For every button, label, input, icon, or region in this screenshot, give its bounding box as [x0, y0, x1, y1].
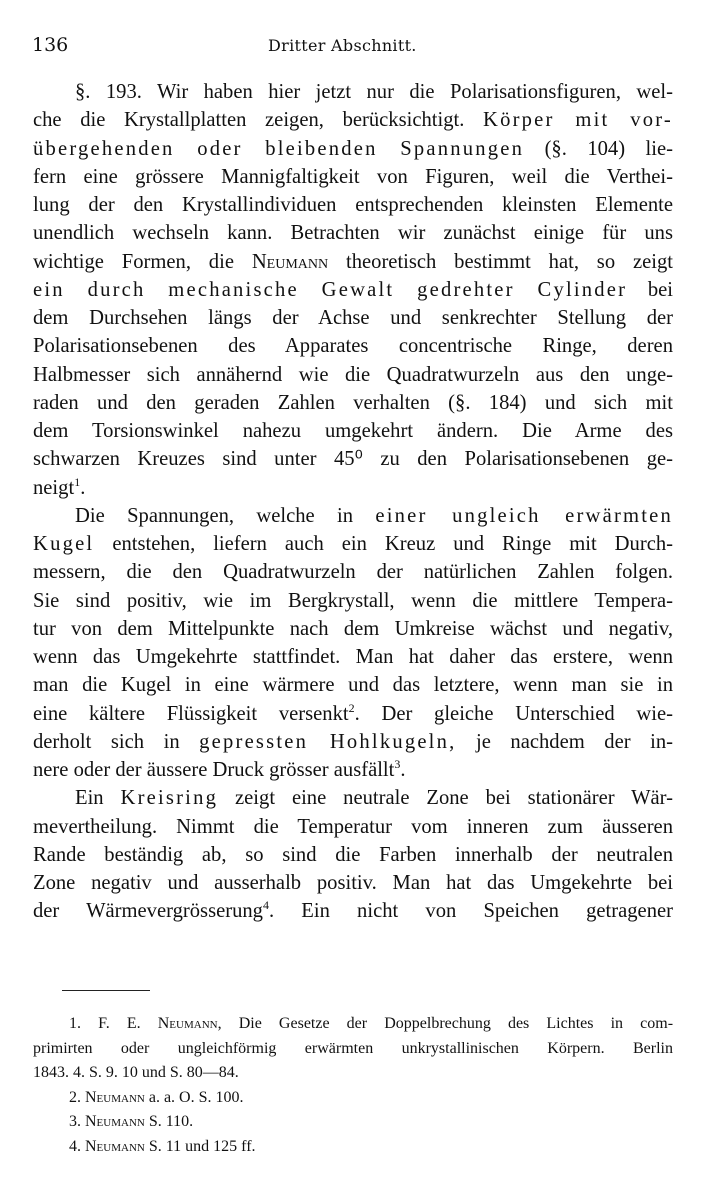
- text-line: unendlich wechseln kann. Betrachten wir zunächst einige für uns: [33, 222, 673, 245]
- spaced-emphasis: einer ungleich erwärmten: [375, 504, 673, 527]
- text-line: Zone negativ und ausserhalb positiv. Man hat das Umgekehrte bei: [33, 872, 673, 894]
- text-line: ein durch mechanische Gewalt gedrehter Cylinder bei: [33, 278, 673, 301]
- footnote-ref: 4: [262, 898, 269, 913]
- author-name: Neumann: [85, 1137, 145, 1155]
- spaced-emphasis: Körper mit vor-: [483, 109, 673, 132]
- text-line: Sie sind positiv, wie im Bergkrystall, wenn die mittlere Tempera-: [33, 589, 673, 612]
- text-line: raden und den geraden Zahlen verhalten (§. 184) und sich mit: [33, 391, 673, 414]
- text-line: derholt sich in gepressten Hohlkugeln, je nachdem der in-: [33, 730, 673, 753]
- text-line: Die Spannungen, welche in einer ungleich erwärmten: [75, 504, 673, 527]
- text-line: fern eine grössere Mannigfaltigkeit von Figuren, weil die Verthei-: [33, 165, 673, 188]
- text-line: Ein Kreisring zeigt eine neutrale Zone bei stationärer Wär-: [75, 787, 673, 810]
- spaced-emphasis: Kugel: [33, 533, 95, 555]
- footnote-divider: [62, 990, 150, 991]
- footnote-line: 4. Neumann S. 11 und 125 ff.: [69, 1137, 256, 1155]
- text-line: Polarisationsebenen des Apparates concentrische Ringe, deren: [33, 335, 673, 358]
- text-line: man die Kugel in eine wärmere und das letztere, wenn man sie in: [33, 674, 673, 697]
- running-head: Dritter Abschnitt.: [268, 36, 417, 55]
- text-line: nere oder der äussere Druck grösser ausfällt$^3$.: [33, 757, 406, 781]
- page-number: 136: [32, 34, 69, 56]
- spaced-emphasis: übergehenden oder bleibenden Spannungen: [33, 137, 525, 160]
- footnote-ref: 2: [348, 700, 355, 715]
- spaced-emphasis: ein durch mechanische Gewalt gedrehter Cylinder: [33, 278, 628, 301]
- section-number: §. 193.: [75, 81, 142, 103]
- text-line: lung der den Krystallindividuen entsprechenden kleinsten Elemente: [33, 194, 673, 216]
- text-line: Halbmesser sich annähernd wie die Quadratwurzeln aus den unge-: [33, 363, 673, 386]
- text-line: Rande beständig ab, so sind die Farben innerhalb der neutralen: [33, 843, 673, 866]
- text-line: übergehenden oder bleibenden Spannungen (§. 104) lie-: [33, 137, 673, 160]
- text-line: dem Durchsehen längs der Achse und senkrechter Stellung der: [33, 307, 673, 329]
- text-line: eine kältere Flüssigkeit versenkt$^2$. Der gleiche Unterschied wie-: [33, 700, 673, 725]
- text-line: che die Krystallplatten zeigen, berücksichtigt. Körper mit vor-: [33, 109, 673, 132]
- main-text: [33, 78, 673, 926]
- author-name: Neumann: [85, 1088, 145, 1106]
- footnote-line: 1843. 4. S. 9. 10 und S. 80—84.: [33, 1064, 239, 1081]
- footnote-line: primirten oder ungleichförmig erwärmten unkrystallinischen Körpern. Berlin: [33, 1039, 673, 1057]
- footnote-line: 1. F. E. Neumann, Die Gesetze der Doppelbrechung des Lichtes in com-: [69, 1015, 673, 1032]
- text-line: §. 193. Wir haben hier jetzt nur die Polarisationsfiguren, wel-: [75, 81, 673, 103]
- text-line: Kugel entstehen, liefern auch ein Kreuz und Ringe mit Durch-: [33, 533, 673, 555]
- text-line: dem Torsionswinkel nahezu umgekehrt ändern. Die Arme des: [33, 420, 673, 442]
- text-line: der Wärmevergrösserung$^4$. Ein nicht von Speichen getragener: [33, 898, 673, 923]
- footnote-line: 3. Neumann S. 110.: [69, 1113, 194, 1130]
- text-line: wichtige Formen, die Neumann theoretisch bestimmt hat, so zeigt: [33, 250, 673, 273]
- text-line: mevertheilung. Nimmt die Temperatur vom inneren zum äusseren: [33, 815, 673, 838]
- text-line: messern, die den Quadratwurzeln der natürlichen Zahlen folgen.: [33, 561, 673, 584]
- author-name: Neumann: [251, 250, 329, 273]
- text-line: schwarzen Kreuzes sind unter 45⁰ zu den Polarisationsebenen ge-: [33, 448, 673, 471]
- footnote-ref: 1: [74, 474, 81, 489]
- author-name: Neumann: [85, 1113, 145, 1130]
- spaced-emphasis: Kreisring: [120, 787, 219, 810]
- text-line: neigt$^1$.: [33, 474, 86, 499]
- text-line: tur von dem Mittelpunkte nach dem Umkreise wächst und negativ,: [33, 617, 673, 640]
- author-name: Neumann,: [157, 1015, 222, 1032]
- footnotes: [33, 1012, 673, 1159]
- footnote-ref: 3: [394, 757, 401, 772]
- footnote-line: 2. Neumann a. a. O. S. 100.: [69, 1088, 244, 1106]
- page-header: [32, 34, 672, 58]
- text-line: wenn das Umgekehrte stattfindet. Man hat daher das erstere, wenn: [33, 646, 673, 668]
- spaced-emphasis: gepressten Hohlkugeln,: [199, 730, 457, 753]
